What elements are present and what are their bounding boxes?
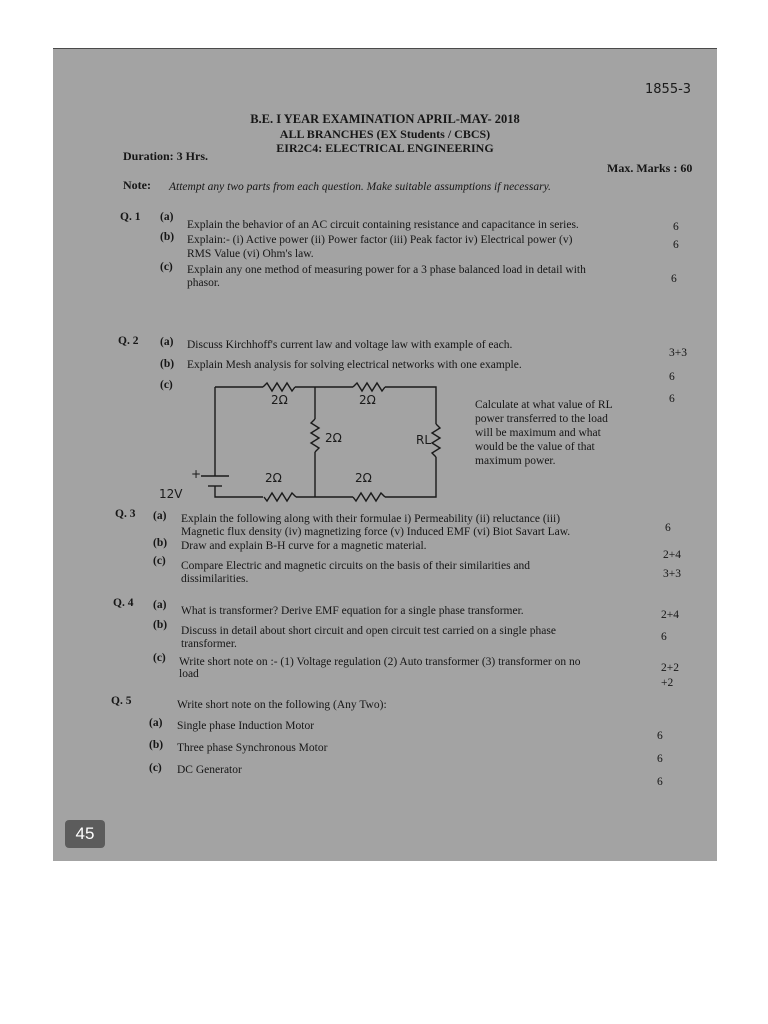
q4-number: Q. 4 [113, 597, 134, 609]
q5-b-marks: 6 [657, 753, 663, 765]
q4-a-marks: 2+4 [661, 609, 679, 621]
q3-b-label: (b) [153, 537, 168, 549]
q5-a-label: (a) [149, 717, 163, 729]
bottom-left-resistor-label: 2Ω [265, 471, 282, 485]
q1-c-line2: phasor. [187, 277, 220, 289]
q1-c-line1: Explain any one method of measuring power for a 3 phase balanced load in detail with [187, 264, 586, 276]
circuit-wire [215, 486, 263, 497]
q2-c-line5: maximum power. [475, 455, 556, 467]
q5-a-marks: 6 [657, 730, 663, 742]
exam-title: B.E. I YEAR EXAMINATION APRIL-MAY- 2018 [250, 112, 520, 126]
circuit-wire [385, 457, 436, 497]
resistor-top-right [353, 383, 385, 391]
circuit-diagram [153, 374, 443, 504]
q3-c-label: (c) [153, 555, 166, 567]
q2-c-line3: will be maximum and what [475, 427, 601, 439]
q1-a-text: Explain the behavior of an AC circuit containing resistance and capacitance in series. [187, 219, 579, 231]
q3-number: Q. 3 [115, 508, 136, 520]
q1-b-marks: 6 [673, 239, 679, 251]
q2-a-text: Discuss Kirchhoff's current law and voltage law with example of each. [187, 339, 513, 351]
q5-c-label: (c) [149, 762, 162, 774]
q2-c-label: (c) [160, 379, 173, 391]
q2-c-line1: Calculate at what value of RL [475, 399, 613, 411]
q5-intro: Write short note on the following (Any Two): [177, 699, 387, 711]
exam-branches: ALL BRANCHES (EX Students / CBCS) [279, 127, 491, 141]
resistor-middle [311, 419, 319, 452]
circuit-wire [385, 387, 436, 424]
q2-c-line2: power transferred to the load [475, 413, 608, 425]
q5-c-marks: 6 [657, 776, 663, 788]
q3-b-text: Draw and explain B-H curve for a magnetic material. [181, 540, 427, 552]
q3-c-line2: dissimilarities. [181, 573, 249, 585]
q3-c-marks: 3+3 [663, 568, 681, 580]
q1-number: Q. 1 [120, 211, 141, 223]
q3-a-marks: 6 [665, 522, 671, 534]
top-right-resistor-label: 2Ω [359, 393, 376, 407]
resistor-top-left [263, 383, 295, 391]
q5-b-text: Three phase Synchronous Motor [177, 742, 328, 754]
q3-b-marks: 2+4 [663, 549, 681, 561]
max-marks: Max. Marks : 60 [607, 161, 693, 175]
q5-b-label: (b) [149, 739, 164, 751]
q1-c-marks: 6 [671, 273, 677, 285]
exam-subject: EIR2C4: ELECTRICAL ENGINEERING [276, 141, 494, 155]
q3-c-line1: Compare Electric and magnetic circuits on the basis of their similarities and [181, 560, 531, 572]
q5-a-text: Single phase Induction Motor [177, 720, 315, 732]
q2-a-marks: 3+3 [669, 347, 687, 359]
bottom-right-resistor-label: 2Ω [355, 471, 372, 485]
q2-number: Q. 2 [118, 335, 139, 347]
q4-b-marks: 6 [661, 631, 667, 643]
q1-c-label: (c) [160, 261, 173, 273]
q5-number: Q. 5 [111, 695, 132, 707]
q2-c-marks: 6 [669, 393, 675, 405]
middle-resistor-label: 2Ω [325, 431, 342, 445]
q1-b-line1: Explain:- (i) Active power (ii) Power factor (iii) Peak factor iv) Electrical power (v) [187, 234, 573, 246]
q3-a-line2: Magnetic flux density (iv) magnetizing force (v) Induced EMF (vi) Biot Savart Law. [181, 526, 571, 538]
q2-a-label: (a) [160, 336, 174, 348]
resistor-bottom-right [353, 493, 385, 501]
q4-a-text: What is transformer? Derive EMF equation for a single phase transformer. [181, 605, 524, 617]
q4-c-line1: Write short note on :- (1) Voltage regulation (2) Auto transformer (3) transformer on no [179, 656, 581, 668]
page-number-badge: 45 [65, 820, 105, 848]
q4-b-line2: transformer. [181, 638, 237, 650]
note-label: Note: [123, 178, 151, 192]
q1-b-line2: RMS Value (vi) Ohm's law. [187, 248, 314, 260]
resistor-load [432, 424, 440, 457]
q3-a-line1: Explain the following along with their formulae i) Permeability (ii) reluctance (iii) [181, 513, 561, 525]
q1-b-label: (b) [160, 231, 175, 243]
note-text: Attempt any two parts from each question. Make suitable assumptions if necessary. [169, 181, 551, 193]
q5-c-text: DC Generator [177, 764, 242, 776]
duration: Duration: 3 Hrs. [123, 149, 208, 163]
q4-c-marks-2: +2 [661, 677, 674, 689]
source-plus-sign: + [191, 467, 202, 481]
q2-b-label: (b) [160, 358, 175, 370]
q1-a-marks: 6 [673, 221, 679, 233]
q4-c-label: (c) [153, 652, 166, 664]
top-left-resistor-label: 2Ω [271, 393, 288, 407]
q1-a-label: (a) [160, 211, 174, 223]
q4-a-label: (a) [153, 599, 167, 611]
q4-c-marks-1: 2+2 [661, 662, 679, 674]
q2-b-marks: 6 [669, 371, 675, 383]
source-voltage-label: 12V [159, 487, 183, 501]
load-resistor-label: RL [416, 433, 432, 447]
q2-b-text: Explain Mesh analysis for solving electrical networks with one example. [187, 359, 522, 371]
q2-c-line4: would be the value of that [475, 441, 595, 453]
scanned-exam-page [53, 48, 717, 861]
q3-a-label: (a) [153, 510, 167, 522]
resistor-bottom-left [264, 493, 296, 501]
corner-code: 1855-3 [645, 82, 692, 97]
q4-b-line1: Discuss in detail about short circuit and open circuit test carried on a single phase [181, 625, 556, 637]
q4-b-label: (b) [153, 619, 168, 631]
q4-c-line2: load [179, 668, 199, 680]
